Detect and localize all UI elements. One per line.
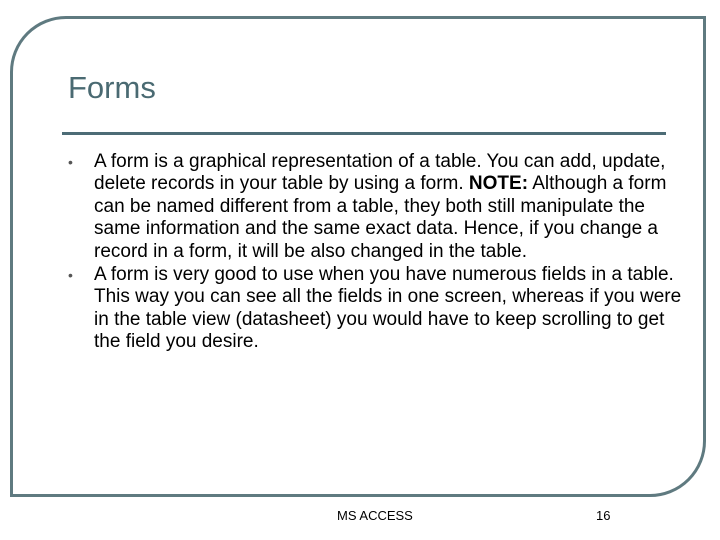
- list-item: [68, 151, 684, 263]
- slide-title: Forms: [68, 70, 156, 105]
- page-number: 16: [596, 508, 611, 523]
- bullet-text: A form is a graphical representation of a table. You can add, update, delete records in your table by using a form.: [94, 151, 666, 195]
- bullet-list: [68, 151, 684, 355]
- bullet-text: A form is very good to use when you have numerous fields in a table. This way you can see all the fields in one screen, whereas if you were in the table view (datasheet) you would have to keep scrolling to get the field you desire.: [94, 264, 682, 353]
- title-divider: [62, 132, 666, 135]
- bullet-text-continued: Although a form can be named different from a table, they both still manipulate the same information and the same exact data. Hence, if you change a record in a form, it will be also changed in the table.: [94, 173, 667, 262]
- bullet-icon: •: [68, 154, 73, 170]
- note-label: NOTE:: [468, 173, 529, 195]
- list-item: [68, 264, 684, 354]
- bullet-icon: •: [68, 267, 73, 284]
- footer-label: MS ACCESS: [337, 508, 413, 523]
